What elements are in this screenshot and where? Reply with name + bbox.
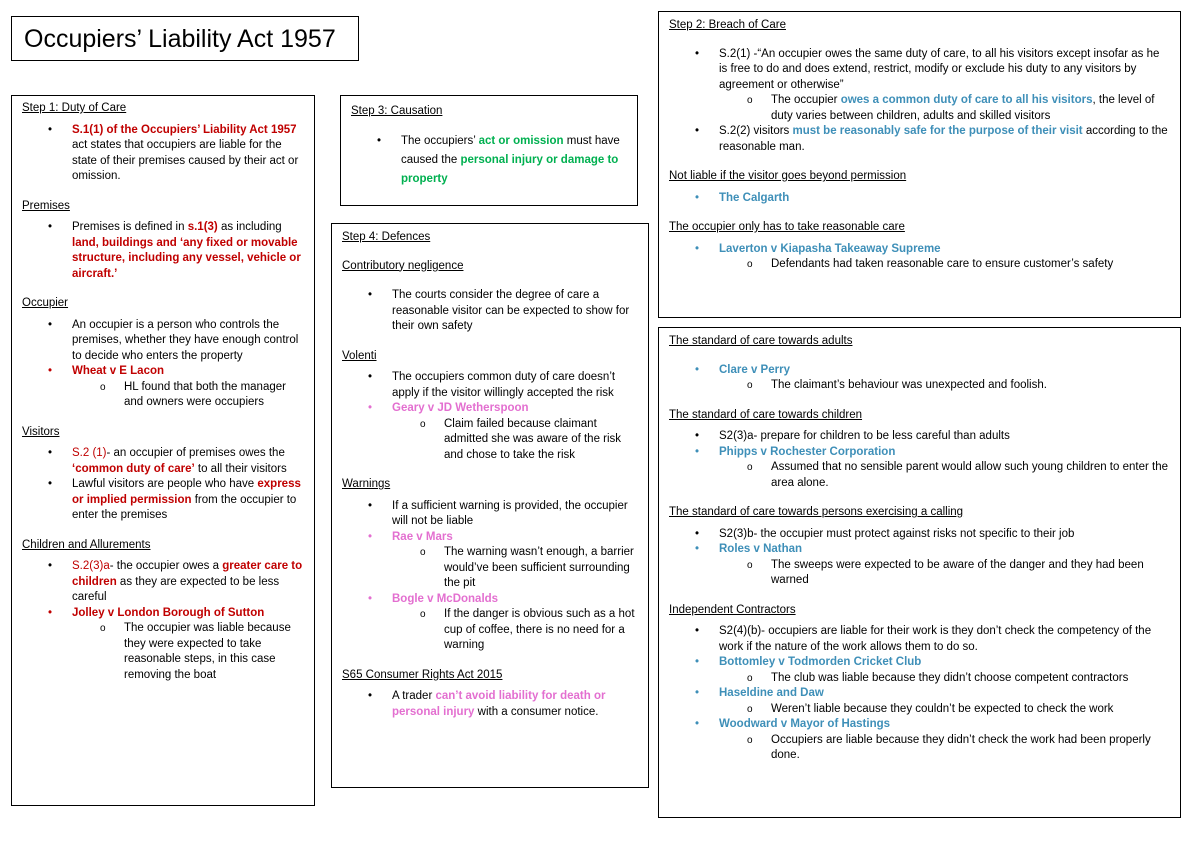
calling-heading: The standard of care towards persons exercising a calling: [669, 506, 964, 518]
notliable-list: [669, 191, 1170, 207]
step2-list: [669, 47, 1170, 156]
notliable-heading: Not liable if the visitor goes beyond permission: [669, 170, 907, 182]
list-item-text: as they are expected to be less careful: [72, 575, 280, 603]
highlight-text: land, buildings and ‘any fixed or movable structure, including any vessel, vehicle or aircraft.’: [72, 236, 301, 280]
warnings-list: [342, 499, 638, 654]
adults-heading: The standard of care towards adults: [669, 335, 853, 347]
contractors-list: [669, 624, 1170, 764]
list-item: • An occupier is a person who controls the premises, whether they have enough control to decide who enters the property: [22, 318, 304, 365]
contrib-heading: Contributory negligence: [342, 259, 464, 272]
list-item: • The courts consider the degree of care a reasonable visitor can be expected to show for their own safety: [342, 288, 638, 335]
case-name: Haseldine and Daw: [719, 687, 824, 699]
case-name: Woodward v Mayor of Hastings: [719, 718, 891, 730]
case-item: [22, 606, 304, 622]
case-name: Roles v Nathan: [719, 543, 803, 555]
highlight-text: personal injury or damage to property: [401, 153, 619, 185]
standards-box: [658, 327, 1181, 818]
volenti-list: [342, 370, 638, 463]
visitors-list: [22, 446, 304, 524]
list-item-text: act states that occupiers are liable for the state of their premises caused by their act or omission.: [72, 139, 299, 182]
list-item-text: - the occupier owes a: [109, 560, 223, 572]
occupier-list: [22, 318, 304, 411]
sub-item: o HL found that both the manager and owners were occupiers: [22, 380, 304, 411]
list-item: [22, 559, 304, 606]
premises-heading: Premises: [22, 199, 70, 212]
list-item-text: A trader: [392, 690, 436, 702]
step1-heading: Step 1: Duty of Care: [22, 102, 127, 114]
list-item: [22, 123, 304, 185]
case-item: [669, 542, 1170, 558]
list-item-text: with a consumer notice.: [474, 705, 599, 718]
list-item: • S2(3)b- the occupier must protect against risks not specific to their job: [669, 527, 1170, 543]
children-standard-heading: The standard of care towards children: [669, 408, 863, 421]
s65-list: [342, 689, 638, 720]
case-name: Wheat v E Lacon: [72, 365, 165, 377]
list-item-text: The occupiers’: [401, 134, 479, 147]
step2-heading: Step 2: Breach of Care: [669, 19, 786, 31]
sub-item: o The club was liable because they didn’t choose competent contractors: [669, 671, 1170, 687]
case-name: Rae v Mars: [392, 530, 453, 543]
list-item-text: from the occupier to enter the premises: [72, 493, 297, 521]
s65-heading: S65 Consumer Rights Act 2015: [342, 668, 503, 681]
occupier-heading: Occupier: [22, 297, 69, 309]
contrib-list: [342, 288, 638, 335]
case-item: [669, 191, 1170, 207]
list-item: [22, 220, 304, 282]
list-item-text: as including: [217, 221, 282, 233]
case-item: [669, 445, 1170, 461]
case-item: [342, 401, 638, 417]
case-name: Bottomley v Todmorden Cricket Club: [719, 656, 922, 668]
highlight-text: express or implied permission: [72, 478, 301, 506]
sub-item: o The occupier was liable because they were expected to take reasonable steps, in this case removing the boat: [22, 621, 304, 683]
list-item: • The occupiers common duty of care doesn’t apply if the visitor willingly accepted the risk: [342, 370, 638, 401]
list-item-text: to all their visitors: [194, 462, 287, 475]
reasonable-list: [669, 242, 1170, 273]
sub-item: o Defendants had taken reasonable care to ensure customer’s safety: [669, 257, 1170, 273]
sub-item: [669, 93, 1170, 124]
case-item: [669, 363, 1170, 379]
case-item: [342, 530, 638, 546]
sub-item: o Occupiers are liable because they didn’t check the work had been properly done.: [669, 733, 1170, 764]
list-item: • If a sufficient warning is provided, the occupier will not be liable: [342, 499, 638, 530]
list-item: • S2(4)(b)- occupiers are liable for their work is they don’t check the competency of the work if the nature of the work allows them to do so.: [669, 624, 1170, 655]
case-item: [669, 655, 1170, 671]
sub-item: o Claim failed because claimant admitted she was aware of the risk and chose to take the risk: [342, 417, 638, 464]
list-item-text: S.2(2) visitors: [719, 125, 793, 137]
step3-list: [351, 132, 627, 189]
statute-ref: S.2 (1): [72, 447, 107, 459]
calling-list: [669, 527, 1170, 589]
sub-item: o The warning wasn’t enough, a barrier would’ve been sufficient surrounding the pit: [342, 545, 638, 592]
children-standard-list: [669, 429, 1170, 491]
sub-item: o Weren’t liable because they couldn’t be expected to check the work: [669, 702, 1170, 718]
premises-list: [22, 220, 304, 282]
list-item: [669, 124, 1170, 155]
adults-list: [669, 363, 1170, 394]
case-name: Geary v JD Wetherspoon: [392, 402, 529, 414]
list-item: [22, 477, 304, 524]
case-name: Clare v Perry: [719, 363, 790, 376]
highlight-text: act or omission: [478, 134, 564, 147]
step1-list: [22, 123, 304, 185]
list-item: [342, 689, 638, 720]
case-item: [669, 686, 1170, 702]
step1-box: [11, 95, 315, 806]
case-name: The Calgarth: [719, 191, 790, 204]
statute-ref: s.1(3): [187, 221, 218, 233]
highlight-text: owes a common duty of care to all his visitors: [840, 94, 1093, 106]
case-item: [669, 242, 1170, 258]
list-item: • S2(3)a- prepare for children to be less careful than adults: [669, 429, 1170, 445]
sub-item: o If the danger is obvious such as a hot cup of coffee, there is no need for a warning: [342, 607, 638, 654]
list-item: [351, 132, 627, 189]
list-item-text: must have caused the: [401, 134, 620, 166]
children-heading: Children and Allurements: [22, 538, 151, 551]
list-item-text: according to the reasonable man.: [719, 125, 1168, 153]
list-item-text: The occupier: [771, 94, 841, 106]
children-list: [22, 559, 304, 683]
case-item: [22, 364, 304, 380]
list-item: • S.2(1) -“An occupier owes the same duty of care, to all his visitors except insofar as he is free to do and does extend, restrict, modify or exclude his duty to any visitors by agreement or otherwise”: [669, 47, 1170, 94]
list-item-text: - an occupier of premises owes the: [106, 447, 285, 459]
step2-box: [658, 11, 1181, 318]
list-item: [22, 446, 304, 477]
highlight-text: can’t avoid liability for death or personal injury: [392, 690, 606, 718]
case-name: Bogle v McDonalds: [392, 592, 499, 605]
warnings-heading: Warnings: [342, 478, 391, 490]
highlight-text: must be reasonably safe for the purpose of their visit: [792, 125, 1083, 137]
highlight-text: ‘common duty of care’: [72, 462, 195, 475]
sub-item: o Assumed that no sensible parent would allow such young children to enter the area alone.: [669, 460, 1170, 491]
statute-ref: S.2(3)a: [72, 560, 110, 572]
volenti-heading: Volenti: [342, 349, 377, 362]
page-title: Occupiers’ Liability Act 1957: [24, 25, 336, 53]
step3-heading: Step 3: Causation: [351, 105, 443, 117]
statute-ref: S.1(1) of the Occupiers’ Liability Act 1957: [72, 123, 297, 136]
list-item-text: Lawful visitors are people who have: [72, 478, 258, 490]
title-box: [11, 16, 359, 61]
case-item: [669, 717, 1170, 733]
sub-item: o The sweeps were expected to be aware of the danger and they had been warned: [669, 558, 1170, 589]
list-item-text: , the level of duty varies between children, adults and skilled visitors: [771, 94, 1155, 122]
case-name: Jolley v London Borough of Sutton: [72, 606, 265, 619]
step4-box: [331, 223, 649, 788]
list-item-text: Premises is defined in: [72, 221, 188, 233]
sub-item: o The claimant’s behaviour was unexpected and foolish.: [669, 378, 1170, 394]
visitors-heading: Visitors: [22, 425, 60, 438]
case-name: Laverton v Kiapasha Takeaway Supreme: [719, 242, 941, 255]
step4-heading: Step 4: Defences: [342, 231, 431, 243]
highlight-text: greater care to children: [72, 560, 303, 588]
reasonable-heading: The occupier only has to take reasonable care: [669, 221, 905, 233]
case-name: Phipps v Rochester Corporation: [719, 445, 896, 458]
contractors-heading: Independent Contractors: [669, 603, 796, 616]
step3-box: [340, 95, 638, 206]
case-item: [342, 592, 638, 608]
